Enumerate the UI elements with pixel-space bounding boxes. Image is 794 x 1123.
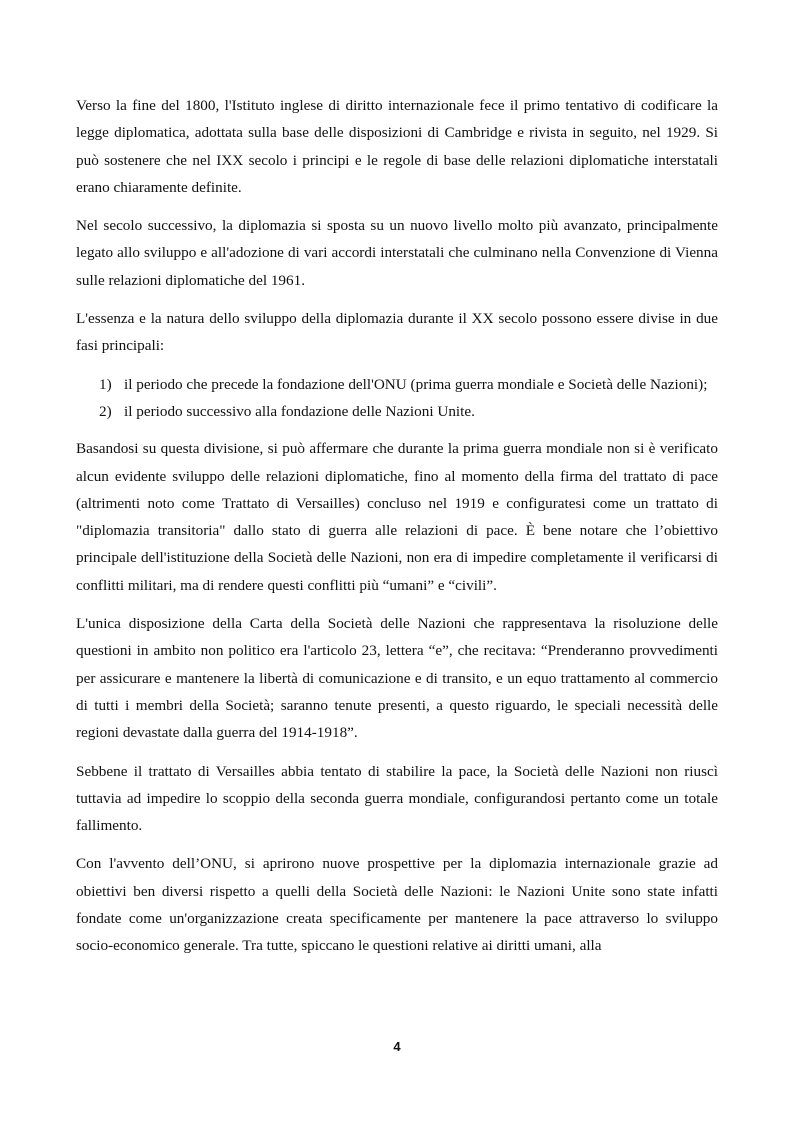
paragraph-development-phases: L'essenza e la natura dello sviluppo della diplomazia durante il XX secolo possono essere divise in due fasi principali:: [76, 310, 718, 355]
list-item: [76, 398, 718, 425]
paragraph-first-world-war: Basandosi su questa divisione, si può affermare che durante la prima guerra mondiale non si è verificato alcun evidente sviluppo delle relazioni diplomatiche, fino al momento della firma del trattato di pace (altrimenti noto come Trattato di Versailles) concluso nel 1919 e configuratesi come un trattato di "diplomazia transitoria" dallo stato di guerra alle relazioni di pace. È bene notare che l’obiettivo principale dell'istituzione della Società delle Nazioni, non era di impedire completamente il verificarsi di conflitti militari, ma di rendere questi conflitti più “umani” e “civili”.: [76, 440, 718, 594]
paragraph-codification-history: Verso la fine del 1800, l'Istituto inglese di diritto internazionale fece il primo tentativo di codificare la legge diplomatica, adottata sulla base delle disposizioni di Cambridge e rivista in seguito, nel 1929. Si può sostenere che nel IXX secolo i principi e le regole di base delle relazioni diplomatiche interstatali erano chiaramente definite.: [76, 97, 718, 196]
page-number: 4: [393, 1039, 401, 1054]
list-marker: 1): [99, 375, 112, 393]
page-body: [76, 92, 718, 971]
phases-list: [76, 371, 718, 426]
list-item: [76, 371, 718, 398]
paragraph-united-nations: Con l'avvento dell’ONU, si aprirono nuove prospettive per la diplomazia internazionale grazie ad obiettivi ben diversi rispetto a quelli della Società delle Nazioni: le Nazioni Unite sono state infatti fondate come un'organizzazione creata specificamente per mantenere la pace attraverso lo sviluppo socio-economico generale. Tra tutte, spiccano le questioni relative ai diritti umani, alla: [76, 855, 718, 955]
list-item-text: il periodo che precede la fondazione dell'ONU (prima guerra mondiale e Società delle Nazioni);: [124, 375, 708, 393]
paragraph-vienna-convention: Nel secolo successivo, la diplomazia si sposta su un nuovo livello molto più avanzato, principalmente legato allo sviluppo e all'adozione di vari accordi interstatali che culminano nella Convenzione di Vienna sulle relazioni diplomatiche del 1961.: [76, 217, 718, 289]
list-marker: 2): [99, 402, 112, 420]
paragraph-league-failure: Sebbene il trattato di Versailles abbia tentato di stabilire la pace, la Società delle Nazioni non riuscì tuttavia ad impedire lo scoppio della seconda guerra mondiale, configurandosi pertanto come un totale fallimento.: [76, 762, 718, 835]
list-item-text: il periodo successivo alla fondazione delle Nazioni Unite.: [124, 402, 475, 420]
paragraph-article-23: L'unica disposizione della Carta della Società delle Nazioni che rappresentava la risoluzione delle questioni in ambito non politico era l'articolo 23, lettera “e”, che recitava: “Prenderanno provvedimenti per assicurare e mantenere la libertà di comunicazione e di transito, e un equo trattamento al commercio di tutti i membri della Società; saranno tenute presenti, a questo riguardo, le speciali necessità delle regioni devastate dalla guerra del 1914-1918”.: [76, 615, 718, 742]
